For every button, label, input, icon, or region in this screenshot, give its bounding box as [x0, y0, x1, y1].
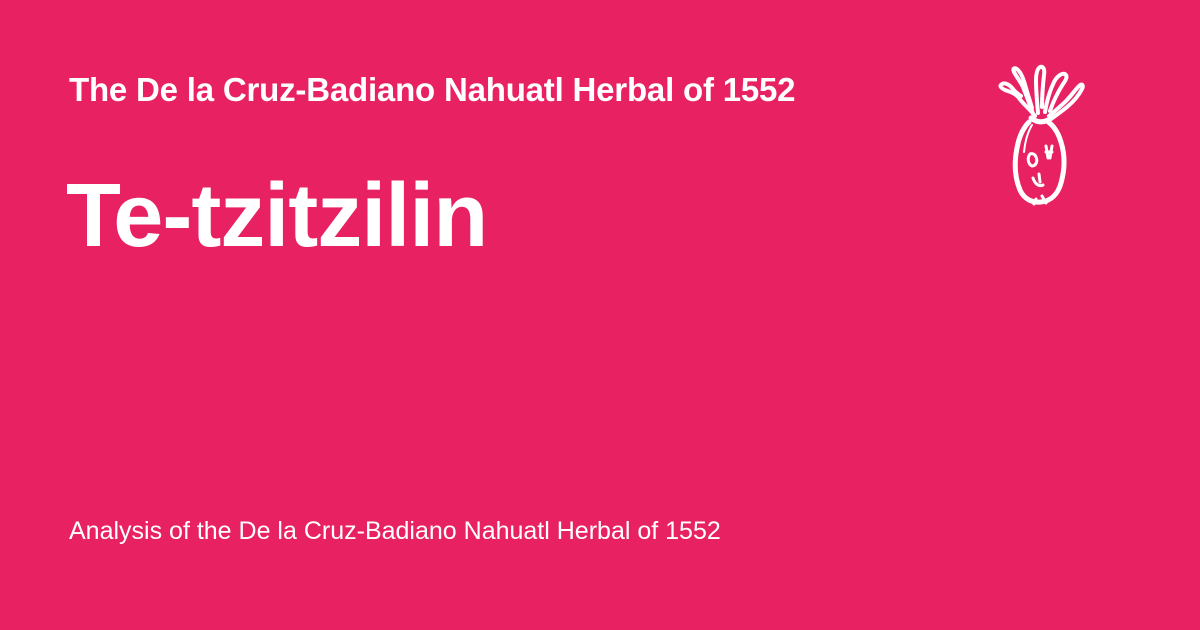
page-description: Analysis of the De la Cruz-Badiano Nahuatl Herbal of 1552: [69, 517, 721, 545]
site-title: The De la Cruz-Badiano Nahuatl Herbal of 1552: [69, 71, 796, 108]
plant-logo-icon: [995, 62, 1087, 206]
page-title: Te-tzitzilin: [66, 166, 488, 266]
